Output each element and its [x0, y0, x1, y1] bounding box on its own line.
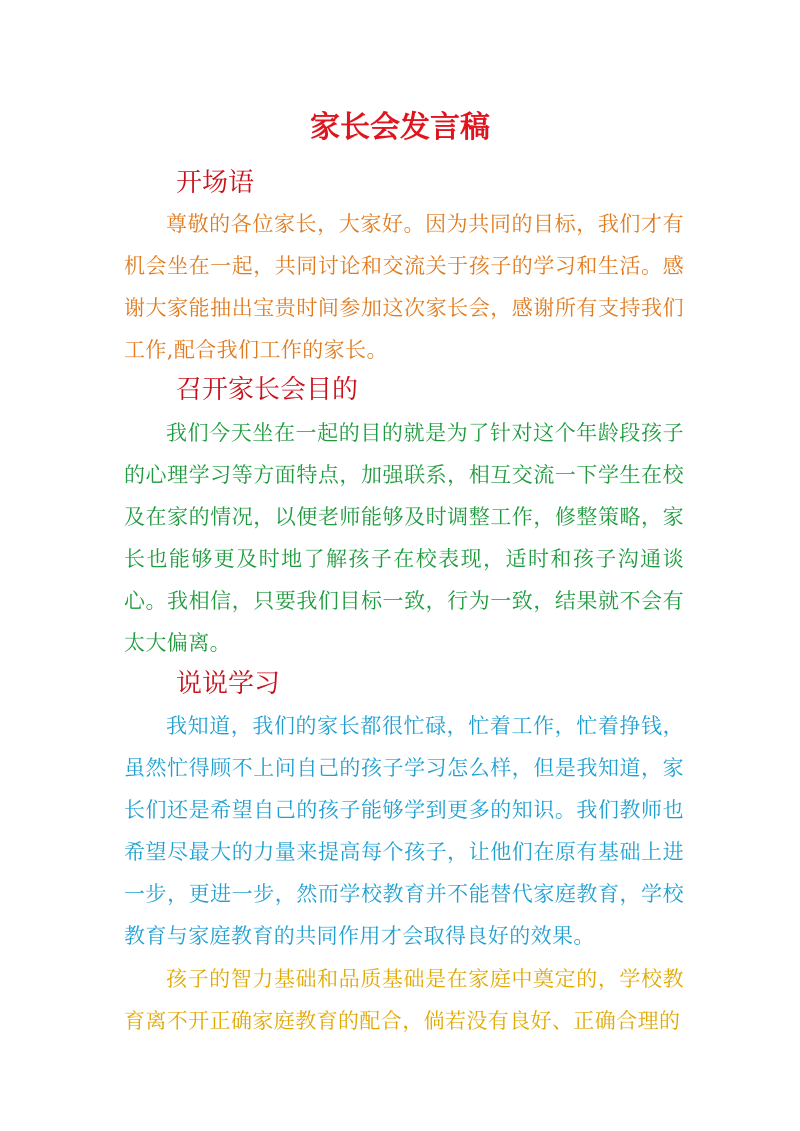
- foundation-paragraph: 孩子的智力基础和品质基础是在家庭中奠定的，学校教育离不开正确家庭教育的配合，倘若没有良好、正确合理的: [124, 967, 684, 1033]
- section-heading-purpose: 召开家长会目的: [176, 375, 359, 405]
- section-heading-study: 说说学习: [176, 669, 281, 699]
- opening-paragraph: 尊敬的各位家长，大家好。因为共同的目标，我们才有机会坐在一起，共同讨论和交流关于孩子的学习和生活。感谢大家能抽出宝贵时间参加这次家长会，感谢所有支持我们工作,配合我们工作的家长。: [124, 212, 684, 362]
- study-paragraph: 我知道，我们的家长都很忙碌，忙着工作，忙着挣钱，虽然忙得顾不上问自己的孩子学习怎么样，但是我知道，家长们还是希望自己的孩子能够学到更多的知识。我们教师也希望尽最大的力量来提高每个孩子，让他们在原有基础上进一步，更进一步，然而学校教育并不能替代家庭教育，学校教育与家庭教育的共同作用才会取得良好的效果。: [124, 714, 684, 948]
- purpose-paragraph: 我们今天坐在一起的目的就是为了针对这个年龄段孩子的心理学习等方面特点，加强联系，相互交流一下学生在校及在家的情况，以便老师能够及时调整工作，修整策略，家长也能够更及时地了解孩子在校表现，适时和孩子沟通谈心。我相信，只要我们目标一致，行为一致，结果就不会有太大偏离。: [124, 421, 684, 655]
- document-title: 家长会发言稿: [310, 110, 490, 145]
- section-heading-opening: 开场语: [176, 168, 255, 198]
